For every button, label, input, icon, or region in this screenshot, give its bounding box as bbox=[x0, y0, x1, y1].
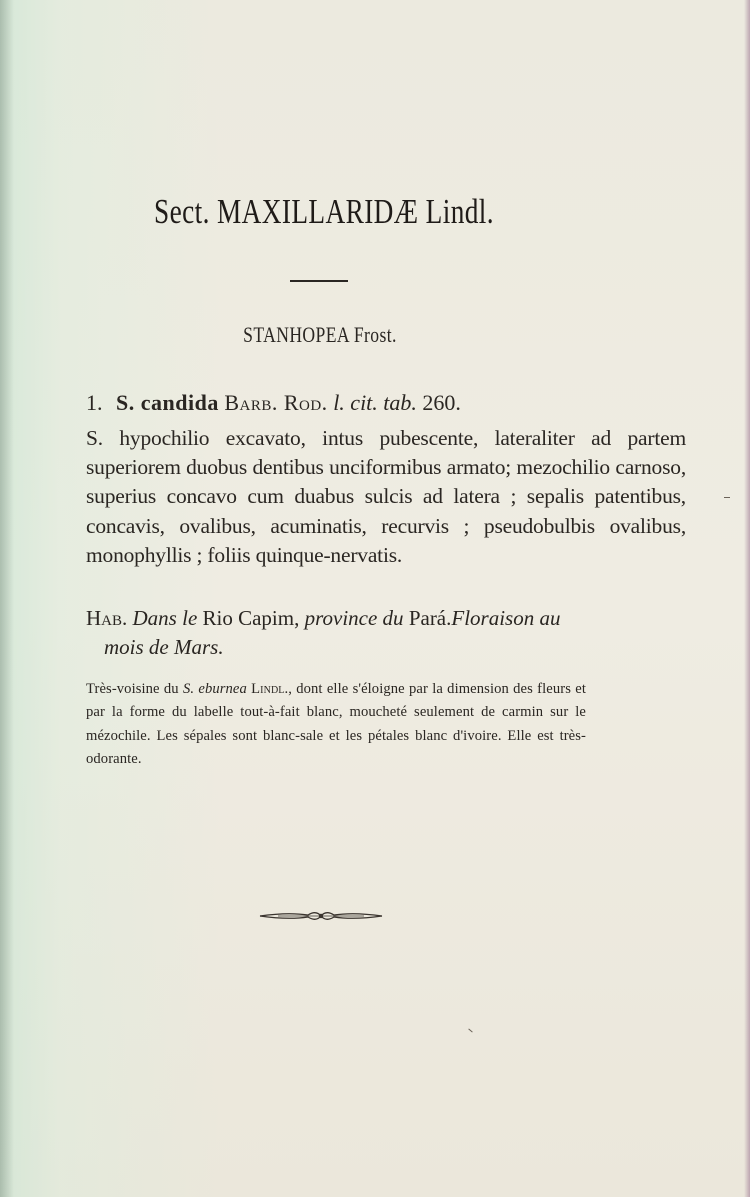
note-text-1: Très-voisine du bbox=[86, 681, 179, 697]
note-ref-species: S. eburnea bbox=[182, 681, 247, 697]
genus-heading: STANHOPEA Frost. bbox=[243, 322, 397, 347]
habitat-text-2: province du bbox=[304, 606, 404, 630]
species-plate: 260. bbox=[422, 390, 461, 415]
page-speck bbox=[468, 1029, 472, 1033]
ornament-icon bbox=[258, 906, 384, 926]
species-reference: l. cit. tab. bbox=[333, 390, 417, 415]
spine-shadow bbox=[0, 0, 14, 1197]
habitat-place: Rio Capim, bbox=[202, 606, 300, 630]
page-speck bbox=[724, 497, 730, 498]
habitat-text-1: Dans le bbox=[132, 606, 198, 630]
species-number: 1. bbox=[86, 390, 103, 415]
note-text-2: , dont elle s'éloigne par la dimension des fleurs et par la forme du labelle tout-à-fait blanc, moucheté seulement de carmin sur le mézochile. Les sépales sont blanc-sale et les pétales blanc d'ivoire. Elle est très-odorante. bbox=[86, 681, 586, 768]
species-name: S. candida bbox=[116, 390, 219, 415]
note-ref-author: Lindl. bbox=[251, 681, 289, 697]
page-edge bbox=[744, 0, 750, 1197]
species-author: Barb. Rod. bbox=[224, 390, 328, 415]
latin-description: S. hypochilio excavato, intus pubescente, lateraliter ad partem superiorem duobus dentibus unciformibus armato; mezochilio carnoso, superius concavo cum duabus sulcis ad latera ; sepalis patentibus, concavis, ovalibus, acuminatis, recurvis ; pseudobulbis ovalibus, monophyllis ; foliis quinque-nervatis. bbox=[86, 426, 686, 567]
habitat-label: Hab. bbox=[86, 606, 128, 630]
habitat-paragraph bbox=[86, 604, 596, 662]
habitat-text-3: Floraison au bbox=[451, 606, 561, 630]
note-paragraph bbox=[86, 678, 586, 772]
habitat-text-4: mois de Mars. bbox=[104, 635, 224, 659]
habitat-province: Pará. bbox=[408, 606, 452, 630]
species-entry bbox=[86, 390, 461, 416]
title-rule bbox=[290, 280, 348, 282]
section-title: Sect. MAXILLARIDÆ Lindl. bbox=[154, 192, 494, 231]
